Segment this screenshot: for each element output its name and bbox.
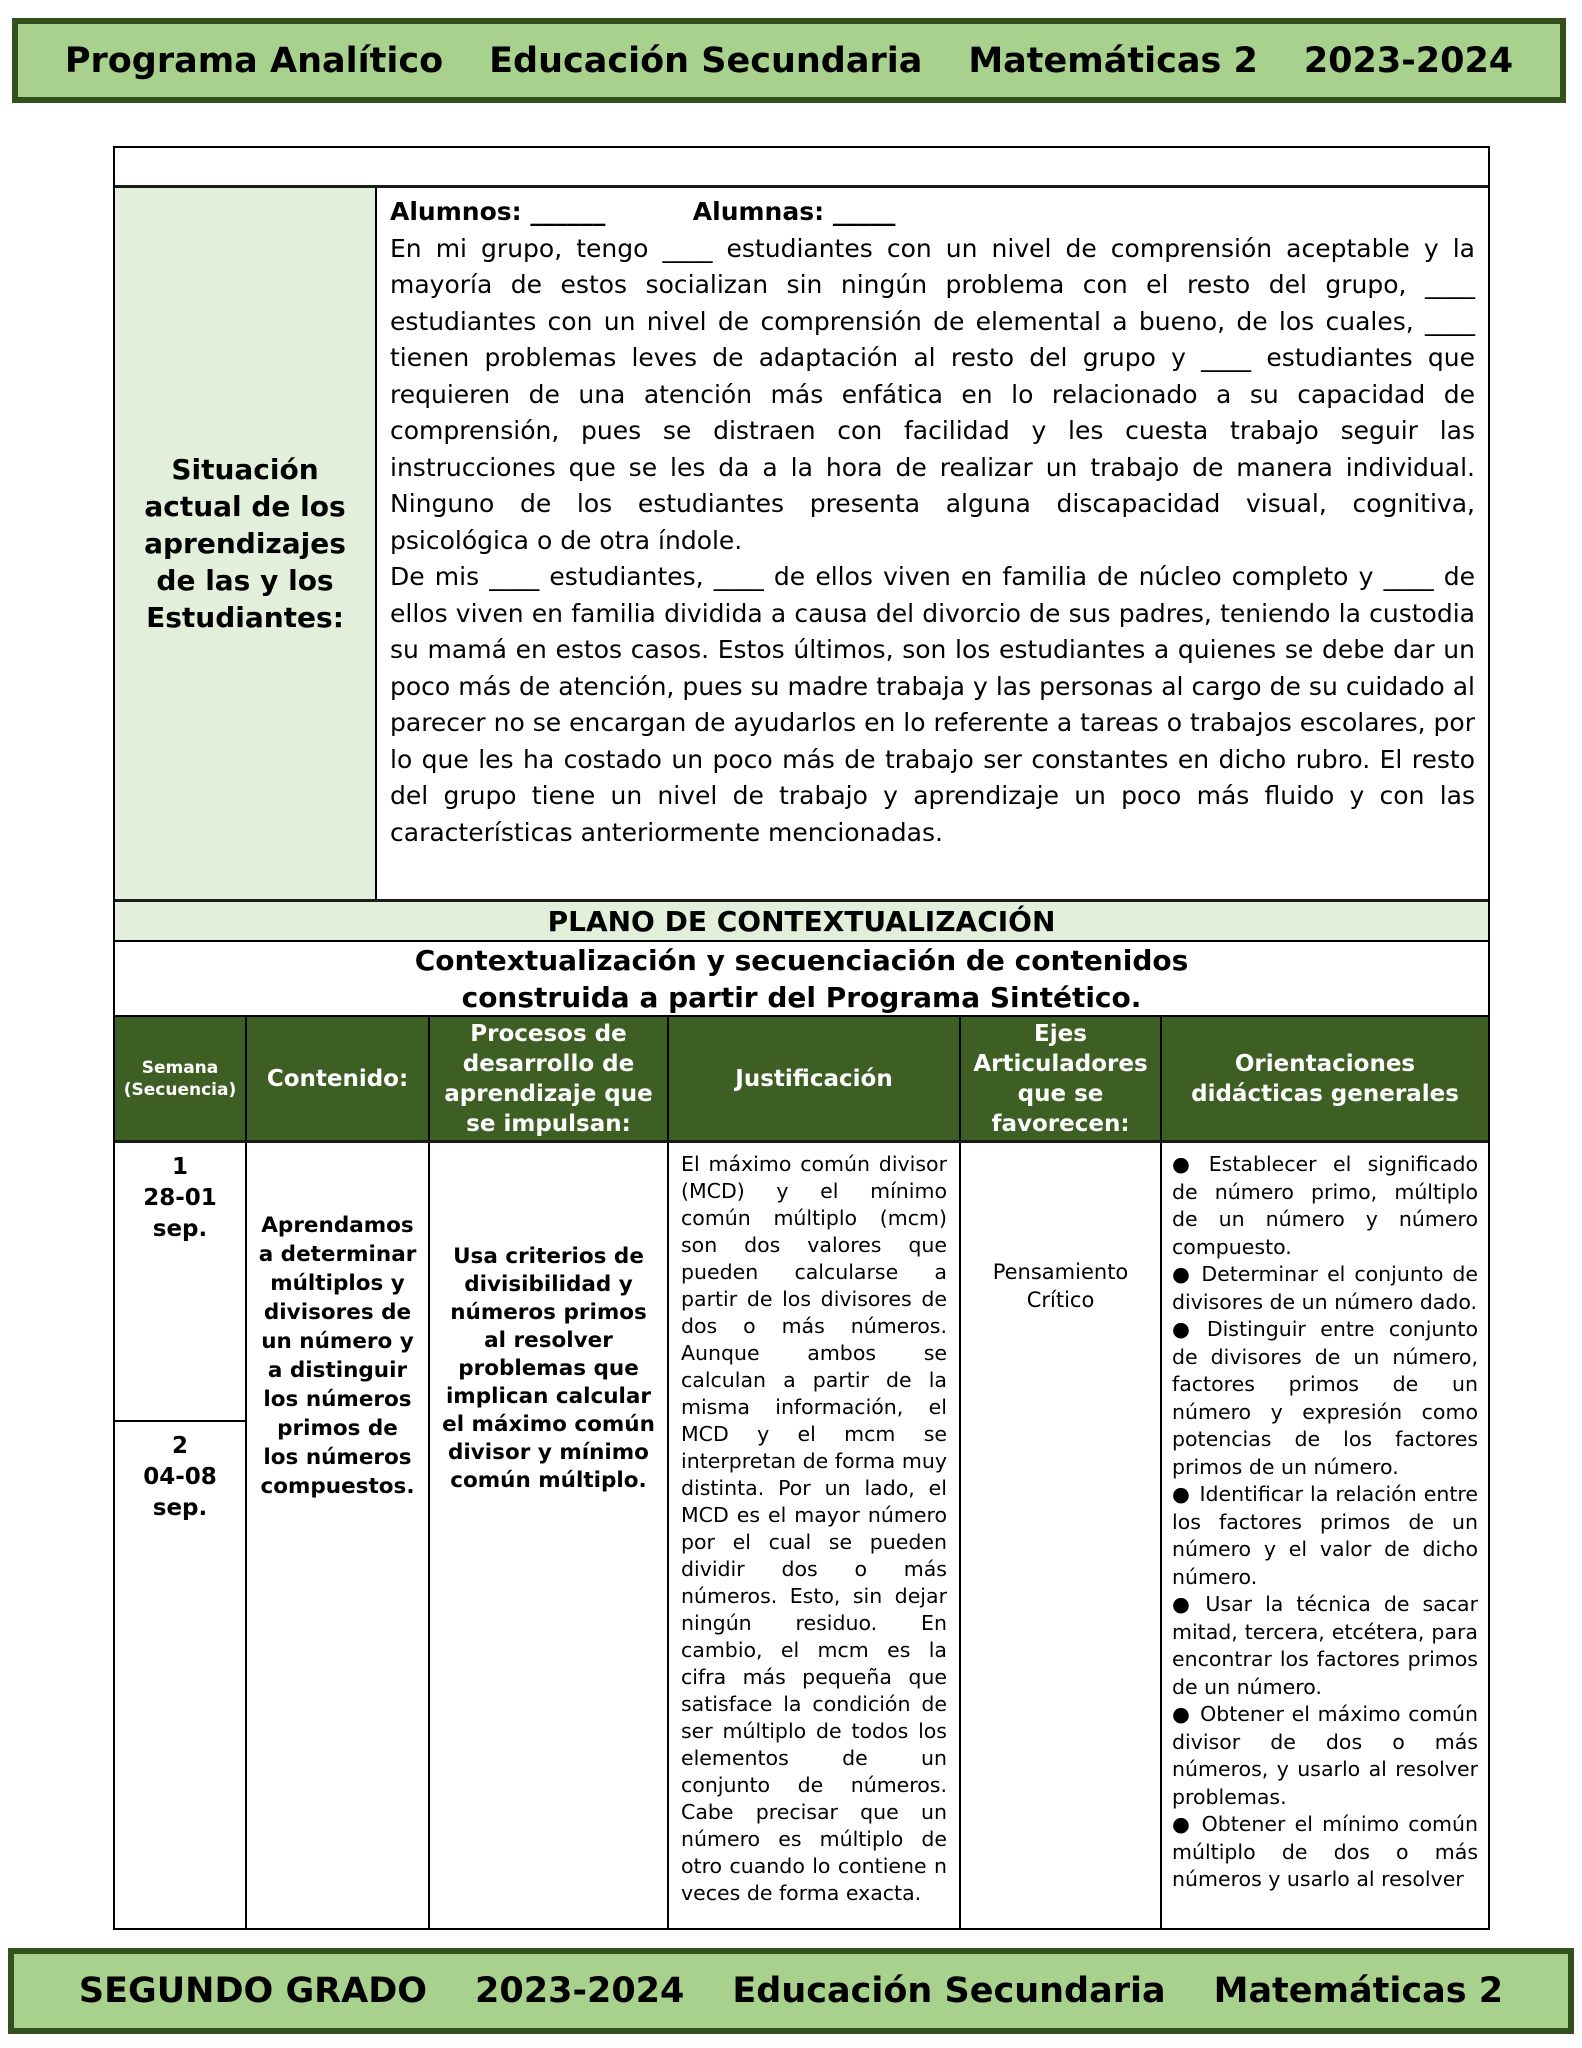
header-semana: Semana (Secuencia) bbox=[123, 1057, 237, 1100]
table-header-row bbox=[115, 1015, 1488, 1140]
contextualizacion-line-2: construida a partir del Programa Sintético. bbox=[461, 980, 1142, 1014]
contextualizacion-line-1: Contextualización y secuenciación de contenidos bbox=[414, 943, 1189, 977]
orientacion-text: Determinar el conjunto de divisores de un número dado. bbox=[1172, 1262, 1478, 1314]
bottom-banner-subject: Matemáticas 2 bbox=[1213, 1971, 1504, 2011]
orientacion-item bbox=[1172, 1151, 1478, 1261]
bottom-banner-grade: SEGUNDO GRADO bbox=[78, 1971, 428, 2011]
orientaciones-cell bbox=[1160, 1143, 1488, 1928]
week-2-month: sep. bbox=[152, 1495, 208, 1521]
alumnas-blank-field: _____ bbox=[832, 197, 896, 226]
situacion-paragraph-1: En mi grupo, tengo ____ estudiantes con un nivel de comprensión aceptable y la mayoría de estos socializan sin ningún problema con el resto del grupo, ____ estudiantes con un nivel de comprensión de elemental a bueno, de los cuales, ____ tienen problemas leves de adaptación al resto del grupo y ____ estudiantes que requieren de una atención más enfática en lo relacionado a su capacidad de comprensión, pues se distraen con facilidad y les cuesta trabajo seguir las instrucciones que se les da a la hora de realizar un trabajo de manera individual. Ninguno de los estudiantes presenta alguna discapacidad visual, cognitiva, psicológica o de otra índole. bbox=[390, 233, 1475, 555]
alumnos-blank-field: ______ bbox=[530, 197, 606, 226]
header-ejes: Ejes Articuladores que se favorecen: bbox=[959, 1017, 1160, 1140]
orientacion-item bbox=[1172, 1316, 1478, 1481]
orientacion-text: Identificar la relación entre los factores primos de un número y el valor de dicho número. bbox=[1172, 1482, 1479, 1589]
orientacion-text: Distinguir entre conjunto de divisores de un número, factores primos de un número y expresión como potencias de los factores primos de un número. bbox=[1172, 1317, 1478, 1479]
situacion-row bbox=[115, 185, 1488, 899]
situacion-paragraph-2: De mis ____ estudiantes, ____ de ellos viven en familia de núcleo completo y ____ de ellos viven en familia dividida a causa del divorcio de sus padres, teniendo la custodia su mamá en estos casos. Estos últimos, son los estudiantes a quienes se debe dar un poco más de atención, pues su madre trabaja y las personas al cargo de su cuidado al parecer no se encargan de ayudarlos en lo referente a tareas o trabajos escolares, por lo que les ha costado un poco más de trabajo ser constantes en dicho rubro. El resto del grupo tiene un nivel de trabajo y aprendizaje un poco más fluido y con las características anteriormente mencionadas. bbox=[390, 562, 1475, 847]
bullet-icon: ● bbox=[1172, 1317, 1198, 1341]
contextualizacion-title-row bbox=[115, 940, 1488, 1015]
main-table bbox=[113, 146, 1490, 1930]
plano-title-row: PLANO DE CONTEXTUALIZACIÓN bbox=[115, 899, 1488, 940]
header-contenido: Contenido: bbox=[245, 1017, 428, 1140]
orientacion-item bbox=[1172, 1261, 1478, 1316]
week-2-number: 2 bbox=[171, 1433, 188, 1459]
week-1-number: 1 bbox=[171, 1154, 188, 1180]
ejes-articuladores-cell: Pensamiento Crítico bbox=[959, 1143, 1160, 1928]
week-1-dates: 28-01 bbox=[143, 1185, 217, 1211]
contenido-cell: Aprendamos a determinar múltiplos y divisores de un número y a distinguir los números primos de los números compuestos. bbox=[245, 1143, 428, 1928]
orientacion-text: Usar la técnica de sacar mitad, tercera, etcétera, para encontrar los factores primos de un número. bbox=[1172, 1592, 1479, 1699]
situacion-text-cell bbox=[377, 188, 1488, 899]
bottom-banner bbox=[8, 1948, 1574, 2034]
bullet-icon: ● bbox=[1172, 1482, 1191, 1506]
orientacion-item bbox=[1172, 1701, 1478, 1811]
procesos-cell: Usa criterios de divisibilidad y números primos al resolver problemas que implican calcular el máximo común divisor y mínimo común múltiplo. bbox=[428, 1143, 667, 1928]
bottom-banner-cycle: 2023-2024 bbox=[475, 1971, 685, 2011]
top-banner-program-title: Programa Analítico bbox=[64, 40, 444, 81]
bullet-icon: ● bbox=[1172, 1592, 1197, 1616]
top-banner bbox=[12, 18, 1566, 103]
orientacion-item bbox=[1172, 1591, 1478, 1701]
bullet-icon: ● bbox=[1172, 1262, 1193, 1286]
semana-column bbox=[115, 1143, 245, 1928]
bottom-banner-level: Educación Secundaria bbox=[732, 1971, 1166, 2011]
week-1-cell bbox=[115, 1143, 245, 1422]
orientacion-text: Obtener el máximo común divisor de dos o más números, y usarlo al resolver problemas. bbox=[1172, 1702, 1479, 1809]
orientacion-text: Establecer el significado de número primo, múltiplo de un número y número compuesto. bbox=[1172, 1152, 1478, 1259]
week-2-cell bbox=[115, 1422, 245, 1928]
week-2-dates: 04-08 bbox=[143, 1464, 217, 1490]
orientacion-item bbox=[1172, 1481, 1478, 1591]
justificacion-cell: El máximo común divisor (MCD) y el mínimo común múltiplo (mcm) son dos valores que pueden calcularse a partir de los divisores de dos o más números. Aunque ambos se calculan a partir de la misma información, el MCD y el mcm se interpretan de forma muy distinta. Por un lado, el MCD es el mayor número por el cual se pueden dividir dos o más números. Esto, sin dejar ningún residuo. En cambio, el mcm es la cifra más pequeña que satisface la condición de ser múltiplo de todos los elementos de un conjunto de números. Cabe precisar que un número es múltiplo de otro cuando lo contiene n veces de forma exacta. bbox=[667, 1143, 959, 1928]
bullet-icon: ● bbox=[1172, 1812, 1193, 1836]
top-banner-level: Educación Secundaria bbox=[489, 40, 923, 81]
header-orientaciones: Orientaciones didácticas generales bbox=[1160, 1017, 1488, 1140]
empty-row bbox=[115, 148, 1488, 185]
orientacion-item bbox=[1172, 1811, 1478, 1894]
bullet-icon: ● bbox=[1172, 1152, 1200, 1176]
orientacion-text: Obtener el mínimo común múltiplo de dos o más números y usarlo al resolver bbox=[1172, 1812, 1479, 1891]
top-banner-cycle: 2023-2024 bbox=[1303, 40, 1514, 81]
top-banner-subject: Matemáticas 2 bbox=[968, 40, 1258, 81]
header-justificacion: Justificación bbox=[667, 1017, 959, 1140]
situacion-label-cell: Situación actual de los aprendizajes de las y los Estudiantes: bbox=[115, 188, 377, 899]
header-procesos: Procesos de desarrollo de aprendizaje que se impulsan: bbox=[428, 1017, 667, 1140]
table-data-row bbox=[115, 1140, 1488, 1928]
week-1-month: sep. bbox=[152, 1216, 208, 1242]
alumnos-label: Alumnos: bbox=[390, 197, 522, 226]
alumnas-label: Alumnas: bbox=[692, 197, 825, 226]
alumnos-alumnas-line bbox=[390, 194, 1475, 231]
bullet-icon: ● bbox=[1172, 1702, 1192, 1726]
